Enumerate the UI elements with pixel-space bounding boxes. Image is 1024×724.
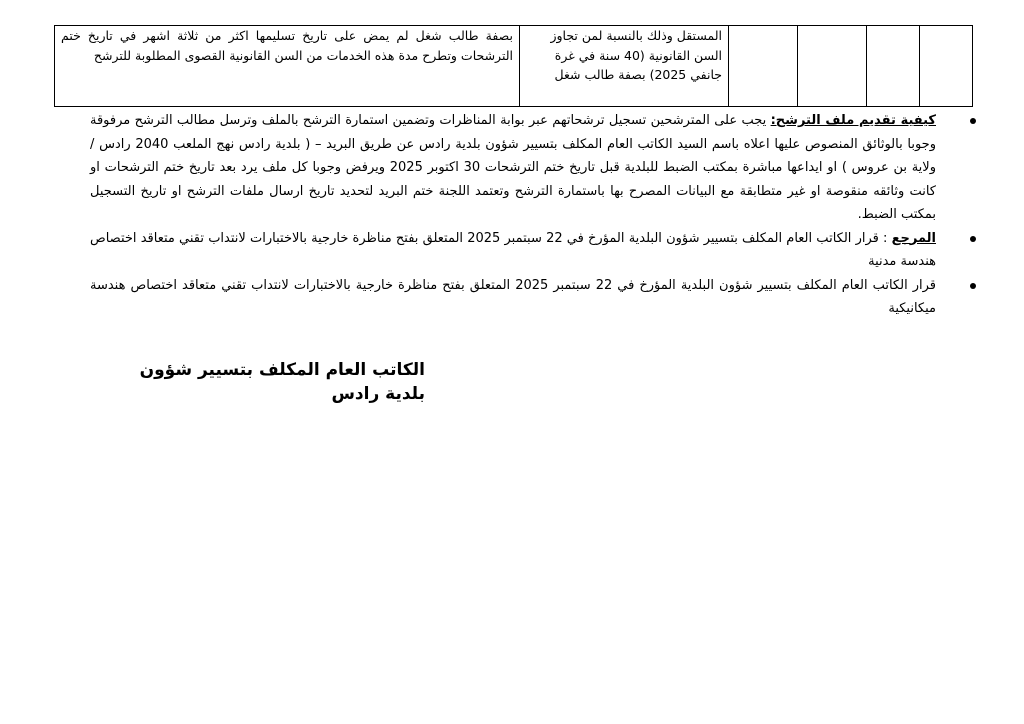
requirements-table <box>54 25 973 107</box>
bullet-reference <box>90 227 936 274</box>
bullet-text: يجب على المترشحين تسجيل ترشحاتهم عبر بوابة المناظرات وتضمين استمارة الترشح بالملف وترسل مطالب الترشح مرفوقة وجوبا بالوثائق المنصوص عليها اعلاه باسم السيد الكاتب العام المكلف بتسيير شؤون بلدية رادس عن طريق البريد – ( بلدية رادس نهج الملعب 2040 رادس /ولاية بن عروس ) او ايداعها مباشرة بمكتب الضبط للبلدية قبل تاريخ ختم الترشحات 30 اكتوبر 2025 ويرفض وجوبا كل ملف يرد بعد تاريخ ختم الترشحات او كانت وثائقه منقوصة او غير متطابقة مع البيانات المصرح بها باستمارة الترشح وتعتمد اللجنة ختم البريد لتحديد تاريخ ارسال ملفات الترشح او تاريخ التسجيل بمكتب الضبط. <box>90 113 936 222</box>
table-cell-col-3 <box>798 26 867 107</box>
table-cell-documents: بصفة طالب شغل لم يمض على تاريخ تسليمها اكثر من ثلاثة اشهر في تاريخ ختم الترشحات وتطرح مدة هذه الخدمات من السن القانونية القصوى المطلوبة للترشح <box>55 26 520 107</box>
bullet-lead: المرجع <box>891 230 937 246</box>
table-row <box>55 26 973 107</box>
bullet-text: : قرار الكاتب العام المكلف بتسيير شؤون البلدية المؤرخ في 22 سبتمبر 2025 المتعلق بفتح مناظرة خارجية بالاختبارات لانتداب تقني متعاقد اختصاص هندسة مدنية <box>90 230 936 269</box>
table-cell-col-1 <box>920 26 973 107</box>
bullet-lead: كيفية تقديم ملف الترشح: <box>770 113 936 128</box>
bullet-reference-2 <box>90 274 936 321</box>
table-cell-col-2 <box>867 26 920 107</box>
bullet-dot-icon <box>970 236 976 242</box>
bullet-dot-icon <box>970 118 976 124</box>
bullet-text: قرار الكاتب العام المكلف بتسيير شؤون البلدية المؤرخ في 22 سبتمبر 2025 المتعلق بفتح مناظرة خارجية بالاختبارات لانتداب تقني متعاقد اختصاص هندسة ميكانيكية <box>90 277 936 316</box>
table-cell-col-4 <box>729 26 798 107</box>
bullet-dot-icon <box>970 283 976 289</box>
bullet-application-procedure <box>90 109 936 227</box>
signature-line: الكاتب العام المكلف بتسيير شؤون بلدية رادس <box>139 360 425 404</box>
table-cell-condition: المستقل وذلك بالنسبة لمن تجاوز السن القانونية (40 سنة في غرة جانفي 2025) بصفة طالب شغل <box>520 26 729 107</box>
info-bullet-list <box>90 109 936 321</box>
